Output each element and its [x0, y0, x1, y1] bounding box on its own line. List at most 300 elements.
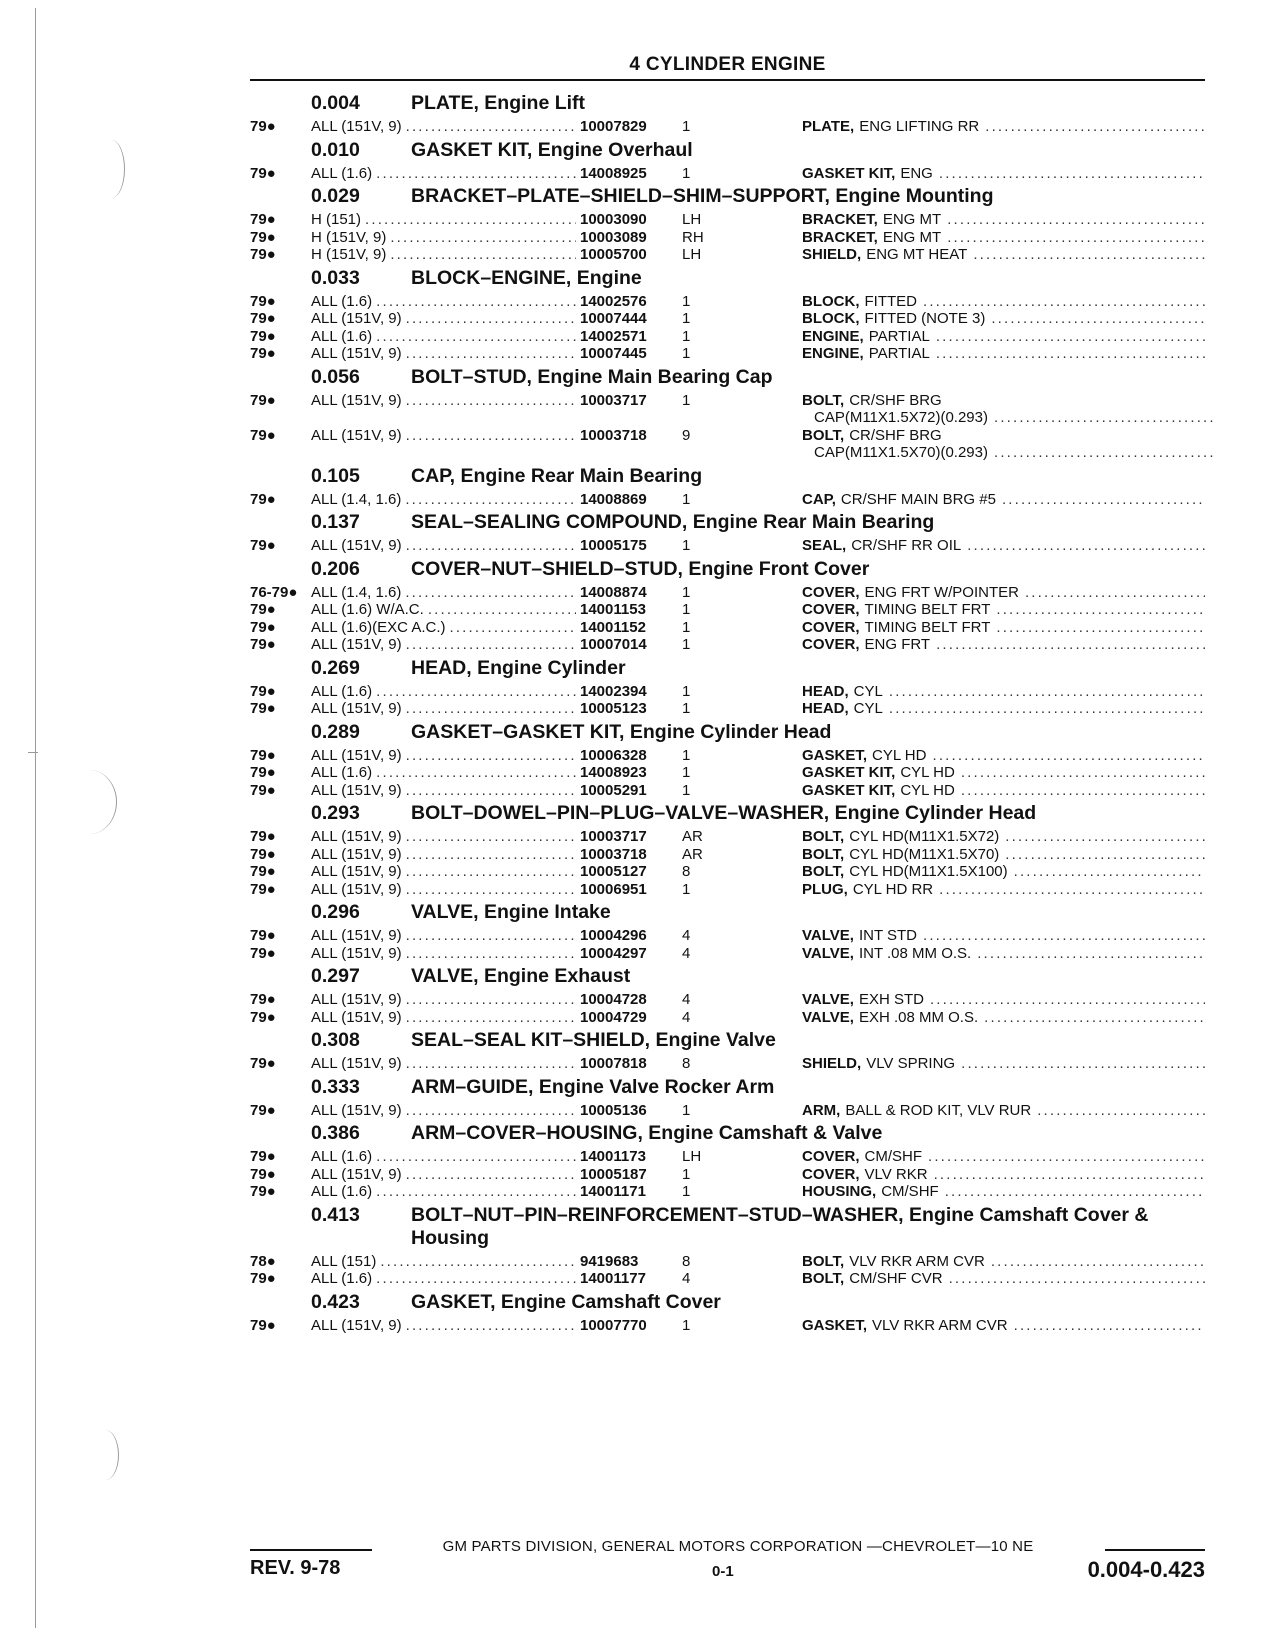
description-line	[802, 118, 1205, 136]
application-text: ALL (1.4, 1.6)	[311, 490, 402, 508]
leader-dots	[994, 409, 1217, 427]
column-gap	[722, 700, 802, 718]
leader-dots	[406, 537, 576, 555]
application-text: ALL (1.4, 1.6)	[311, 583, 402, 601]
parts-group	[250, 657, 1205, 718]
part-number: 10004296	[580, 927, 647, 944]
group-number: 0.033	[311, 266, 360, 289]
application	[311, 1102, 576, 1120]
part-number: 14001152	[580, 618, 646, 636]
column-gap	[722, 584, 802, 602]
parts-group	[250, 1204, 1205, 1288]
leader-dots	[928, 1148, 1205, 1166]
description	[802, 118, 1205, 136]
leader-dots	[406, 828, 576, 846]
model-year: 79●	[250, 1008, 276, 1026]
description-line	[802, 1009, 1205, 1027]
quantity: 1	[682, 327, 691, 345]
application-text: ALL (1.6)	[311, 292, 373, 310]
application-text: ALL (1.6)	[311, 1183, 373, 1200]
description-text: ENG	[900, 164, 933, 182]
application	[311, 764, 576, 782]
application-text: H (151V, 9)	[311, 228, 387, 246]
quantity: 1	[682, 618, 691, 636]
group-name: GASKET–GASKET KIT, Engine Cylinder Head	[411, 720, 832, 743]
column-gap	[722, 427, 802, 462]
description-noun: PLUG,	[802, 880, 848, 898]
description-line	[802, 601, 1205, 619]
part-row	[250, 328, 1205, 346]
description-text: FITTED (NOTE 3)	[864, 310, 986, 327]
application	[311, 863, 576, 881]
part-row	[250, 345, 1205, 363]
application	[311, 1055, 576, 1073]
application	[311, 927, 576, 945]
description	[802, 764, 1205, 782]
leader-dots	[406, 345, 576, 363]
quantity: LH	[682, 211, 702, 228]
description-line	[802, 863, 1205, 881]
leader-dots	[977, 945, 1205, 963]
part-number: 10006328	[580, 746, 647, 764]
application	[311, 345, 576, 363]
description	[802, 1102, 1205, 1120]
model-year: 79●	[250, 781, 276, 799]
group-name: VALVE, Engine Exhaust	[411, 965, 631, 987]
description-text: CR/SHF BRG	[849, 391, 942, 409]
description-text: VLV RKR ARM CVR	[849, 1252, 985, 1270]
part-number: 10005123	[580, 700, 647, 717]
column-gap	[722, 782, 802, 800]
leader-dots	[996, 619, 1205, 637]
leader-dots	[406, 1166, 576, 1184]
leader-dots	[406, 1055, 576, 1073]
column-gap	[722, 846, 802, 864]
description-noun: HOUSING,	[802, 1183, 877, 1200]
description-block	[802, 927, 1205, 945]
leader-dots	[1005, 828, 1205, 846]
description-noun: SEAL,	[802, 537, 847, 554]
leader-dots	[406, 782, 576, 800]
leader-dots	[376, 328, 576, 346]
column-gap	[722, 1270, 802, 1288]
description-block	[802, 881, 1205, 899]
group-number: 0.289	[311, 720, 360, 743]
application	[311, 828, 576, 846]
column-gap	[722, 945, 802, 963]
model-year: 79●	[250, 927, 276, 944]
quantity: 1	[682, 583, 691, 601]
description-line	[802, 1183, 1205, 1201]
description-text: TIMING BELT FRT	[864, 601, 991, 618]
description-line	[802, 392, 1205, 410]
description-noun: VALVE,	[802, 1008, 854, 1026]
description-noun: BLOCK,	[802, 292, 860, 310]
description-noun: COVER,	[802, 618, 860, 636]
column-gap	[722, 991, 802, 1009]
description-text: PARTIAL	[868, 327, 930, 345]
description-line	[802, 1317, 1205, 1335]
leader-dots	[406, 927, 576, 945]
column-gap	[722, 310, 802, 328]
leader-dots	[947, 229, 1205, 247]
description-noun: GASKET,	[802, 746, 868, 764]
column-gap	[722, 828, 802, 846]
description-noun: HEAD,	[802, 700, 849, 717]
part-row	[250, 846, 1205, 864]
part-number: 9419683	[580, 1252, 639, 1270]
punch-hole-top	[98, 140, 125, 198]
description	[802, 945, 1205, 963]
description-text: VLV RKR ARM CVR	[872, 1316, 1008, 1334]
description-noun: VALVE,	[802, 991, 854, 1008]
description-block	[802, 1148, 1205, 1166]
part-row	[250, 747, 1205, 765]
description-noun: ENGINE,	[802, 345, 864, 362]
description-line	[802, 764, 1205, 782]
part-number: 14001153	[580, 601, 646, 618]
description-line	[802, 881, 1205, 899]
description-text: ENG MT	[882, 228, 942, 246]
group-name: SEAL–SEAL KIT–SHIELD, Engine Valve	[411, 1029, 776, 1051]
quantity: 1	[682, 310, 691, 327]
leader-dots	[406, 310, 576, 328]
part-row	[250, 491, 1205, 509]
part-row	[250, 246, 1205, 264]
application	[311, 491, 576, 509]
leader-dots	[406, 636, 576, 654]
description	[802, 636, 1205, 654]
part-row	[250, 165, 1205, 183]
description-continuation	[802, 409, 1217, 427]
application-text: ALL (151V, 9)	[311, 1008, 402, 1026]
description-noun: VALVE,	[802, 944, 854, 962]
part-number: 14002571	[580, 327, 647, 345]
description-line	[802, 427, 1205, 445]
description-text: CYL HD(M11X1.5X72)	[849, 828, 1000, 845]
description-block	[802, 427, 1205, 462]
part-row	[250, 945, 1205, 963]
description-text: ENG FRT W/POINTER	[864, 583, 1019, 601]
application-text: ALL (151V, 9)	[311, 310, 402, 327]
model-year: 79●	[250, 1165, 276, 1183]
group-name: PLATE, Engine Lift	[411, 92, 586, 114]
description-line	[802, 700, 1205, 718]
group-number: 0.413	[311, 1203, 360, 1226]
application-text: H (151V, 9)	[311, 246, 387, 263]
group-heading	[250, 1204, 1205, 1250]
model-year: 79●	[250, 1148, 276, 1165]
column-gap	[722, 863, 802, 881]
model-year: 79●	[250, 1055, 276, 1072]
description-line	[802, 636, 1205, 654]
model-year: 79●	[250, 746, 276, 764]
leader-dots	[376, 764, 576, 782]
title-rule	[250, 79, 1205, 81]
application	[311, 700, 576, 718]
column-gap	[722, 764, 802, 782]
description	[802, 828, 1205, 846]
description-block	[802, 764, 1205, 782]
description-line	[802, 491, 1205, 509]
model-year: 79●	[250, 991, 276, 1008]
description-noun: ENGINE,	[802, 327, 864, 345]
group-number: 0.206	[311, 557, 360, 580]
column-gap	[722, 118, 802, 136]
part-number: 10007444	[580, 310, 647, 327]
group-name: GASKET, Engine Camshaft Cover	[411, 1290, 721, 1313]
quantity: 1	[682, 682, 691, 700]
group-heading	[250, 657, 1205, 680]
description	[802, 700, 1205, 718]
group-heading	[250, 802, 1205, 825]
punch-hole-bottom	[92, 1430, 119, 1480]
quantity: 4	[682, 1270, 691, 1287]
margin-tick	[28, 752, 38, 753]
part-row	[250, 118, 1205, 136]
description-text: CR/SHF RR OIL	[851, 537, 962, 554]
application-text: ALL (151V, 9)	[311, 944, 402, 962]
leader-dots	[961, 764, 1205, 782]
application-text: ALL (1.6)	[311, 764, 373, 781]
description-text: ENG MT	[882, 211, 942, 228]
description-line	[802, 1253, 1205, 1271]
description-block	[802, 991, 1205, 1009]
leader-dots	[406, 1317, 576, 1335]
description-noun: SHIELD,	[802, 1055, 862, 1072]
model-year: 79●	[250, 845, 276, 863]
model-year: 79●	[250, 1316, 276, 1334]
description-block	[802, 828, 1205, 846]
description-noun: BRACKET,	[802, 211, 878, 228]
description-noun: BOLT,	[802, 391, 845, 409]
part-row	[250, 584, 1205, 602]
parts-group	[250, 802, 1205, 898]
description-block	[802, 1317, 1205, 1335]
leader-dots	[376, 1183, 576, 1201]
application	[311, 601, 576, 619]
leader-dots	[985, 118, 1205, 136]
group-name: COVER–NUT–SHIELD–STUD, Engine Front Cover	[411, 557, 870, 580]
leader-dots	[428, 601, 576, 619]
description	[802, 1317, 1205, 1335]
application-text: ALL (151V, 9)	[311, 746, 402, 764]
part-number: 10005175	[580, 537, 647, 554]
description-line	[802, 537, 1205, 555]
application-text: ALL (151V, 9)	[311, 426, 402, 444]
leader-dots	[923, 293, 1205, 311]
description-line	[802, 1055, 1205, 1073]
leader-dots	[994, 444, 1217, 462]
description-noun: HEAD,	[802, 682, 849, 700]
part-number: 14001177	[580, 1270, 646, 1287]
application-text: ALL (151V, 9)	[311, 1316, 402, 1334]
group-heading	[250, 267, 1205, 290]
part-row	[250, 392, 1205, 427]
part-row	[250, 764, 1205, 782]
description	[802, 991, 1205, 1009]
description-block	[802, 165, 1205, 183]
description-line	[802, 619, 1205, 637]
leader-dots	[405, 584, 576, 602]
group-number: 0.296	[311, 901, 360, 923]
description	[802, 782, 1205, 800]
description	[802, 392, 1205, 427]
description-line	[802, 584, 1205, 602]
group-heading	[250, 558, 1205, 581]
description-noun: BOLT,	[802, 828, 845, 845]
model-year: 79●	[250, 426, 276, 444]
description	[802, 491, 1205, 509]
description	[802, 747, 1205, 765]
description-block	[802, 863, 1205, 881]
description-noun: VALVE,	[802, 927, 854, 944]
application-text: ALL (1.6) W/A.C.	[311, 601, 424, 618]
description-noun: COVER,	[802, 583, 860, 601]
group-name: HEAD, Engine Cylinder	[411, 656, 626, 679]
group-heading	[250, 1076, 1205, 1099]
leader-dots	[406, 863, 576, 881]
description-line	[802, 747, 1205, 765]
quantity: 1	[682, 345, 691, 362]
column-gap	[722, 1317, 802, 1335]
description-text-2: CAP(M11X1.5X72)(0.293)	[814, 409, 988, 426]
leader-dots	[1002, 491, 1205, 509]
description	[802, 229, 1205, 247]
description-noun: BRACKET,	[802, 228, 878, 246]
description	[802, 246, 1205, 264]
leader-dots	[939, 881, 1205, 899]
part-row	[250, 1102, 1205, 1120]
parts-group	[250, 366, 1205, 462]
application	[311, 1166, 576, 1184]
description-noun: BOLT,	[802, 426, 845, 444]
leader-dots	[406, 427, 576, 462]
description-line	[802, 310, 1205, 328]
model-year: 79●	[250, 944, 276, 962]
part-number: 14008923	[580, 764, 647, 781]
model-year: 79●	[250, 700, 276, 717]
application	[311, 229, 576, 247]
page-number: 0-1	[712, 1563, 734, 1580]
description	[802, 601, 1205, 619]
part-number: 10007829	[580, 118, 647, 135]
application-text: ALL (1.6)	[311, 682, 373, 700]
application-text: ALL (1.6)	[311, 1148, 373, 1165]
part-row	[250, 1253, 1205, 1271]
group-name: GASKET KIT, Engine Overhaul	[411, 138, 693, 161]
quantity: 1	[682, 781, 691, 799]
parts-group	[250, 511, 1205, 555]
description-block	[802, 118, 1205, 136]
column-gap	[722, 1055, 802, 1073]
leader-dots	[376, 1148, 576, 1166]
description-noun: GASKET KIT,	[802, 164, 896, 182]
part-row	[250, 700, 1205, 718]
description-noun: COVER,	[802, 601, 860, 618]
application	[311, 1317, 576, 1335]
column-gap	[722, 491, 802, 509]
part-row	[250, 619, 1205, 637]
application-text: ALL (151V, 9)	[311, 880, 402, 898]
leader-dots	[406, 1102, 576, 1120]
column-gap	[722, 747, 802, 765]
part-row	[250, 991, 1205, 1009]
description-text: CYL HD(M11X1.5X100)	[849, 863, 1008, 880]
description	[802, 427, 1205, 462]
application	[311, 1009, 576, 1027]
column-gap	[722, 1009, 802, 1027]
description-text: ENG MT HEAT	[866, 246, 968, 263]
parts-group	[250, 721, 1205, 800]
part-number: 14008874	[580, 583, 647, 601]
part-number: 10003090	[580, 211, 647, 228]
description-line	[802, 683, 1205, 701]
group-name: BLOCK–ENGINE, Engine	[411, 266, 642, 289]
parts-group	[250, 185, 1205, 264]
description-line	[802, 927, 1205, 945]
quantity: 1	[682, 601, 691, 618]
leader-dots	[967, 537, 1205, 555]
part-row	[250, 1055, 1205, 1073]
description-noun: PLATE,	[802, 118, 855, 135]
part-number: 10005291	[580, 781, 647, 799]
leader-dots	[1014, 1317, 1205, 1335]
group-heading	[250, 366, 1205, 389]
parts-group	[250, 558, 1205, 654]
part-number: 10003089	[580, 228, 647, 246]
model-year: 79●	[250, 310, 276, 327]
description-line	[802, 345, 1205, 363]
group-name: BOLT–NUT–PIN–REINFORCEMENT–STUD–WASHER, Engine Camshaft Cover & Housing	[411, 1203, 1149, 1249]
description-block	[802, 229, 1205, 247]
column-gap	[722, 229, 802, 247]
description	[802, 1270, 1205, 1288]
description-noun: CAP,	[802, 490, 836, 508]
description-text-2: CAP(M11X1.5X70)(0.293)	[814, 444, 988, 461]
leader-dots	[406, 700, 576, 718]
part-number: 10003717	[580, 828, 647, 845]
leader-dots	[889, 683, 1205, 701]
description	[802, 328, 1205, 346]
column-gap	[722, 1166, 802, 1184]
description-line	[802, 782, 1205, 800]
application	[311, 293, 576, 311]
column-gap	[722, 1148, 802, 1166]
leader-dots	[1025, 584, 1205, 602]
description-text: PARTIAL	[868, 345, 930, 362]
quantity: AR	[682, 845, 703, 863]
model-year: 79●	[250, 327, 276, 345]
punch-hole-middle	[62, 770, 117, 834]
description	[802, 345, 1205, 363]
group-number: 0.308	[311, 1029, 360, 1051]
group-number: 0.056	[311, 365, 360, 388]
leader-dots	[949, 1270, 1205, 1288]
description-block	[802, 537, 1205, 555]
part-number: 10003717	[580, 391, 647, 409]
application	[311, 310, 576, 328]
quantity: 4	[682, 927, 691, 944]
description-block	[802, 1009, 1205, 1027]
column-gap	[722, 636, 802, 654]
description-line	[802, 1270, 1205, 1288]
part-number: 10007818	[580, 1055, 647, 1072]
application-text: ALL (151V, 9)	[311, 391, 402, 409]
quantity: 4	[682, 991, 691, 1008]
description-text: EXH STD	[858, 991, 924, 1008]
description-noun: BOLT,	[802, 863, 845, 880]
